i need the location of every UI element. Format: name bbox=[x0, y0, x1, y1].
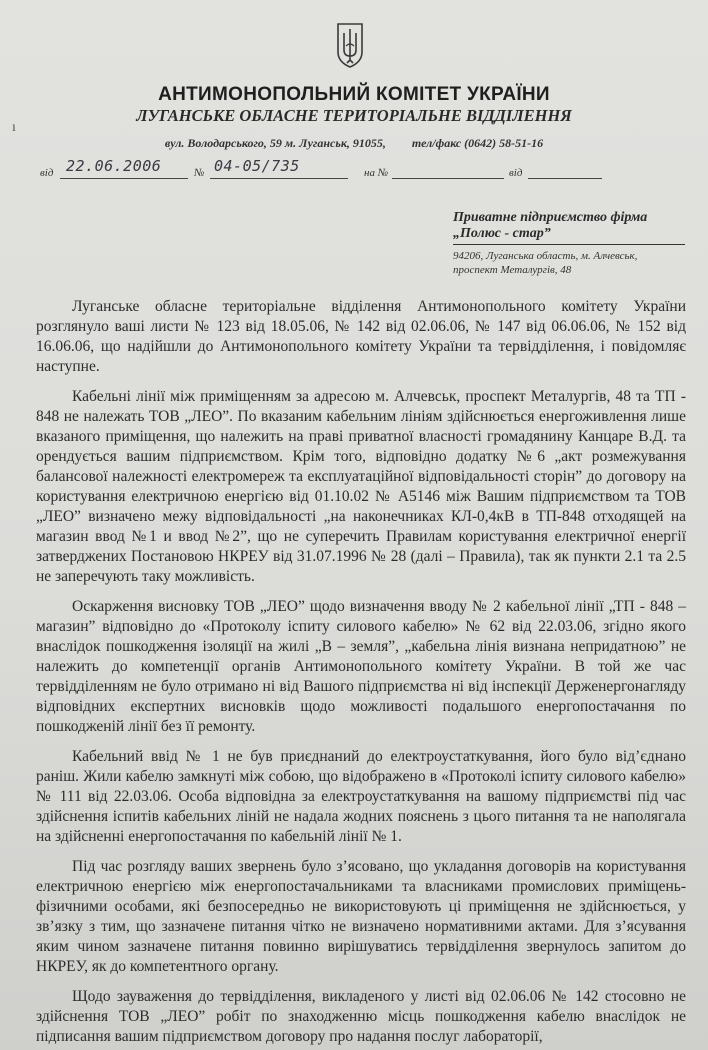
recipient-name: Приватне підприємство фірма bbox=[453, 210, 648, 225]
margin-mark: ı bbox=[12, 120, 16, 135]
paragraph: Кабельний ввід № 1 не був приєднаний до електроустаткування, його було від’єднано раніш. Жили кабелю замкнуті між собою, що відображено в «Протоколі іспиту силового кабелю» № 111 від 22.03.06. Особа відповідна за електроустаткування на вашому підприємстві під час здійснення іспитів кабельних ліній не надала жодних пояснень з цього питання та не наполягала на здійсненні енергопостачання по кабельній лінії № 1. bbox=[36, 748, 686, 845]
trident-emblem-icon bbox=[335, 22, 365, 68]
outgoing-date: 22.06.2006 bbox=[66, 157, 162, 175]
paragraph: Кабельні лінії між приміщенням за адресою м. Алчевськ, проспект Металургів, 48 та ТП - 848 не належать ТОВ „ЛЕО”. По вказаним кабельним лініям здійснюється енергоживлення лише вказаного приміщення, що належить на праві приватної власності громадянину Канцаре В.Д. та орендується вашим підприємством. Крім того, відповідно додатку №6 „акт розмежування балансової належності електромереж та експлуатаційної відповідальності сторін” до договору на користування електричною енергією від 01.10.02 № А5146 між Вашим підприємством та ТОВ „ЛЕО” визначено межу відповідальності „на наконечниках КЛ-0,4кВ в ТП-848 отходящей на магазин ввод №1 и ввод №2”, що не суперечить Правилам користування електричної енергії затверджених Постановою НКРЕУ від 31.07.1996 № 28 (далі – Правила), так як пункти 2.1 та 2.5 не заперечують таку можливість. bbox=[36, 388, 686, 585]
paragraph: Під час розгляду ваших звернень було з’ясовано, що укладання договорів на користування електричною енергією між енергопостачальниками та власниками промислових приміщень-фізичними особами, які безпосередньо не використовують ці приміщення не здійснюється, у зв’язку з тим, що зазначене питання чітко не визначено нормативними актами. Для з’ясування яким чином зазначене питання повинно вирішуватись тервідділення звернулось запитом до НКРЕУ, як до компетентного органу. bbox=[36, 858, 686, 975]
reference-line bbox=[0, 159, 708, 187]
letter-body bbox=[36, 297, 686, 1047]
date-label: від bbox=[40, 167, 54, 179]
sender-address bbox=[0, 136, 708, 151]
street-address: вул. Володарського, 59 м. Луганськ, 91055, bbox=[164, 136, 386, 150]
recipient-firm: „Полюс - стар” bbox=[453, 226, 685, 245]
number-label: № bbox=[194, 167, 205, 179]
department-title: ЛУГАНСЬКЕ ОБЛАСНЕ ТЕРИТОРІАЛЬНЕ ВІДДІЛЕННЯ bbox=[136, 106, 572, 125]
organization-title: АНТИМОНОПОЛЬНИЙ КОМІТЕТ УКРАЇНИ bbox=[158, 84, 550, 105]
paragraph: Луганське обласне територіальне відділення Антимонопольного комітету України розглянуло ваші листи № 123 від 18.05.06, № 142 від 02.06.06, № 147 від 06.06.06, № 152 від 16.06.06, що надійшли до Антимонопольного комітету України та тервідділення, і повідомляє наступне. bbox=[36, 298, 686, 375]
incoming-number-label: на № bbox=[364, 167, 389, 179]
phone-fax: тел/факс (0642) 58-51-16 bbox=[411, 136, 544, 150]
recipient-address-line-1: 94206, Луганська область, м. Алчевськ, bbox=[453, 250, 638, 262]
incoming-date-label: від bbox=[509, 167, 523, 179]
paragraph: Щодо зауваження до тервідділення, викладеного у листі від 02.06.06 № 142 стосовно не здійснення ТОВ „ЛЕО” робіт по знаходженню місць пошкодження кабелю внаслідок не підписання вашим підприємством договору про надання послуг лабораторії, bbox=[36, 988, 686, 1045]
recipient-address-line-2: проспект Металургів, 48 bbox=[453, 264, 572, 276]
paragraph: Оскарження висновку ТОВ „ЛЕО” щодо визначення вводу № 2 кабельної лінії „ТП - 848 – магазин” відповідно до «Протоколу іспиту силового кабелю» № 62 від 22.03.06, згідно якого внаслідок пошкодження ізоляції на жилі „В – земля”, „кабельна лінія визнана непридатною” не належить до компетенції органів Антимонопольного комітету України. В той же час тервідділенням не було отримано ні від Вашого підприємства ні від інспекції Держенергонагляду відповідних експертних висновків щодо можливості подальшого енергопостачання по пошкодженій лінії без її ремонту. bbox=[36, 598, 686, 735]
recipient-block bbox=[453, 209, 693, 277]
outgoing-number: 04-05/735 bbox=[214, 157, 300, 175]
